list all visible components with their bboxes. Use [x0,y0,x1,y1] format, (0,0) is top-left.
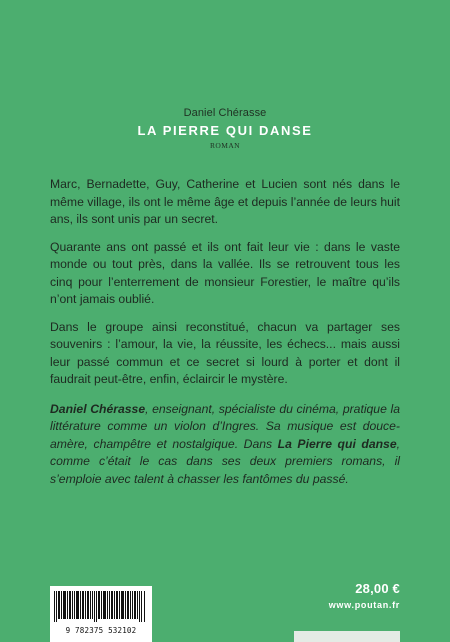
publisher-website[interactable]: www.poutan.fr [328,600,400,610]
book-title: LA PIERRE QUI DANSE [137,123,313,138]
summary-paragraph-3: Dans le groupe ainsi reconstitué, chacun va partager ses souvenirs : l’amour, la vie, la réussite, les échecs... mais aussi leur passé commun et ce secret si lourd à porter et dont il faudrait peut-être, enfin, éclaircir le mystère. [50,319,400,386]
back-cover-text [50,176,400,498]
barcode [50,586,152,642]
barcode-bars [50,586,152,626]
price-label: 28,00 € [355,581,400,596]
bottom-strip [294,631,400,642]
summary-paragraph-1: Marc, Bernadette, Guy, Catherine et Lucien sont nés dans le même village, ils ont le même âge et depuis l’année de leurs huit ans, ils sont unis par un secret. [50,177,400,226]
barcode-number: 9 782375 532102 [65,626,137,635]
genre-label: ROMAN [210,141,240,150]
book-header [0,106,450,151]
bio-author-name: Daniel Chérasse [50,401,146,416]
bio-text-part-1: , enseignant, spécialiste du cinéma, pratique la littérature comme un violon d’Ingres. Sa musique est douce-amère, champêtre et nostalgique. Dans [50,401,400,451]
bio-text-part-2: , comme c’était le cas dans ses deux premiers romans, il s’emploie avec talent à chasser les fantômes du passé. [50,436,400,486]
author-name: Daniel Chérasse [183,107,267,119]
summary-paragraph-2: Quarante ans ont passé et ils ont fait leur vie : dans le vaste monde ou tout près, dans la vallée. Ils se retrouvent tous les cinq pour l’enterrement de monsieur Forestier, le maître qu’ils n’ont jamais oublié. [50,239,400,306]
bio-book-title: La Pierre qui danse [277,436,397,451]
author-bio [50,401,400,489]
